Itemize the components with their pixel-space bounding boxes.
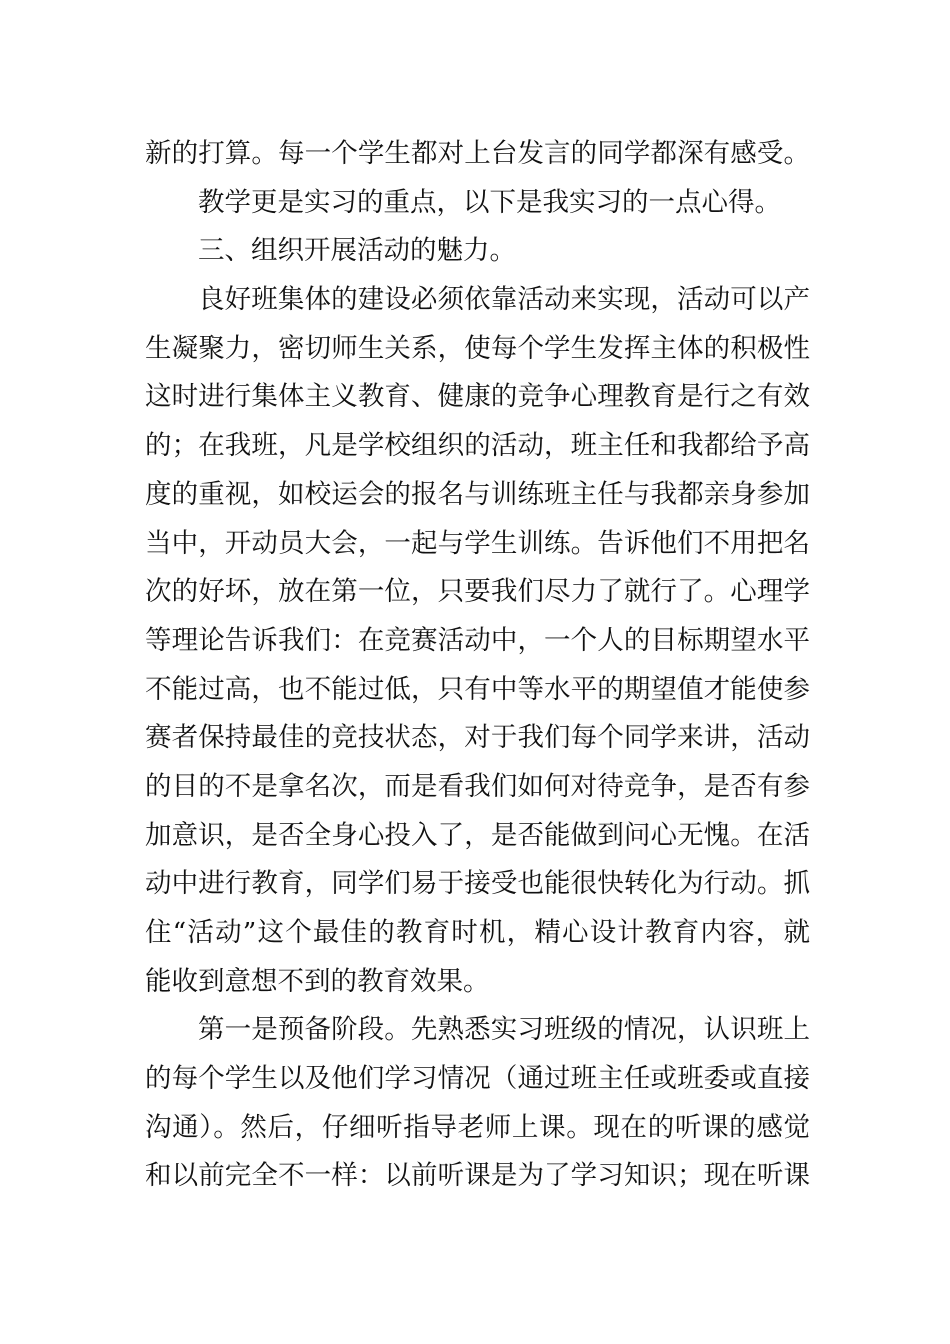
text-line: 生凝聚力，密切师生关系，使每个学生发挥主体的积极性 bbox=[145, 332, 810, 364]
text-line: 的每个学生以及他们学习情况（通过班主任或班委或直接 bbox=[145, 1063, 810, 1095]
text-line: 住“活动”这个最佳的教育时机，精心设计教育内容，就 bbox=[145, 917, 810, 948]
text-line: 动中进行教育，同学们易于接受也能很快转化为行动。抓 bbox=[145, 868, 810, 900]
text-line: 的；在我班，凡是学校组织的活动，班主任和我都给予高 bbox=[145, 430, 810, 462]
text-line: 教学更是实习的重点，以下是我实习的一点心得。 bbox=[198, 186, 781, 218]
text-line: 不能过高，也不能过低，只有中等水平的期望值才能使参 bbox=[145, 673, 810, 705]
text-line: 良好班集体的建设必须依靠活动来实现，活动可以产 bbox=[198, 284, 810, 316]
text-line: 新的打算。每一个学生都对上台发言的同学都深有感受。 bbox=[145, 138, 810, 169]
text-line: 能收到意想不到的教育效果。 bbox=[145, 965, 490, 997]
text-line: 当中，开动员大会，一起与学生训练。告诉他们不用把名 bbox=[145, 527, 810, 559]
text-line: 等理论告诉我们：在竞赛活动中，一个人的目标期望水平 bbox=[145, 624, 810, 656]
text-line: 的目的不是拿名次，而是看我们如何对待竞争，是否有参 bbox=[145, 770, 810, 802]
text-line: 沟通）。然后，仔细听指导老师上课。现在的听课的感觉 bbox=[145, 1111, 810, 1143]
text-line: 度的重视，如校运会的报名与训练班主任与我都亲身参加 bbox=[145, 478, 810, 510]
text-line: 这时进行集体主义教育、健康的竞争心理教育是行之有效 bbox=[145, 381, 810, 413]
section-heading: 三、组织开展活动的魅力。 bbox=[198, 235, 516, 267]
text-line: 第一是预备阶段。先熟悉实习班级的情况，认识班上 bbox=[198, 1014, 810, 1046]
text-line: 次的好坏，放在第一位，只要我们尽力了就行了。心理学 bbox=[145, 576, 810, 608]
text-line: 和以前完全不一样：以前听课是为了学习知识；现在听课 bbox=[145, 1160, 810, 1192]
text-line: 加意识，是否全身心投入了，是否能做到问心无愧。在活 bbox=[145, 819, 810, 851]
text-line: 赛者保持最佳的竞技状态，对于我们每个同学来讲，活动 bbox=[145, 722, 810, 754]
document-body bbox=[145, 130, 810, 1201]
